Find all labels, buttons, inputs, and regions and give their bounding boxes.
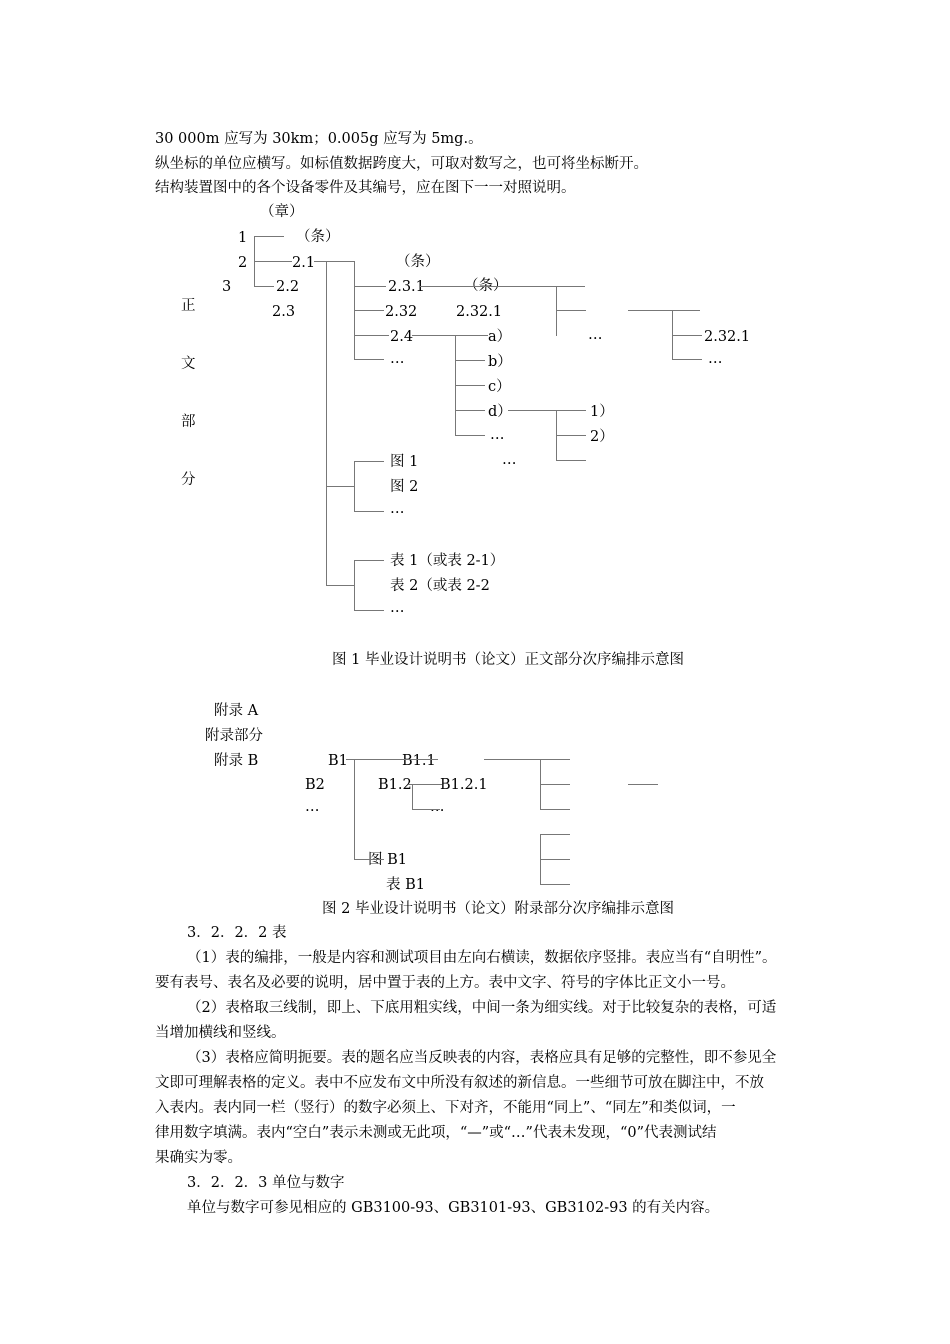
ellipsis-3: … [502, 452, 517, 468]
intro-line-2: 纵坐标的单位应横写。如标值数据跨度大，可取对数写之，也可将坐标断开。 [155, 156, 648, 172]
paragraph-2-line-2: 当增加横线和竖线。 [155, 1025, 286, 1041]
item-a: a） [488, 329, 512, 345]
ellipsis-6: … [390, 501, 405, 517]
section-2-32: 2.32 [385, 304, 418, 320]
connector [455, 410, 485, 411]
connector [326, 585, 354, 586]
chapter-1: 1 [238, 230, 248, 246]
section-2-3: 2.3 [272, 304, 296, 320]
figure-2-caption: 图 2 毕业设计说明书（论文）附录部分次序编排示意图 [322, 901, 674, 917]
ellipsis-1: … [390, 351, 405, 367]
connector [354, 859, 384, 860]
connector [556, 460, 586, 461]
connector [326, 486, 354, 487]
connector [484, 759, 570, 760]
item-1: 1） [590, 404, 614, 420]
section-2-4: 2.4 [390, 329, 414, 345]
connector [254, 261, 292, 262]
section-2-1: 2.1 [292, 255, 316, 271]
connector [314, 261, 354, 262]
connector [354, 610, 384, 611]
table-b1: 表 B1 [386, 877, 425, 893]
side-label-3: 部 [181, 414, 196, 430]
item-d: d） [488, 404, 512, 420]
item-2: 2） [590, 429, 614, 445]
connector [556, 310, 586, 311]
section-2-3-1: 2.3.1 [388, 279, 425, 295]
paragraph-1-line-2: 要有表号、表名及必要的说明，居中置于表的上方。表中文字、符号的字体比正文小一号。 [155, 975, 735, 991]
ellipsis-2: … [490, 427, 505, 443]
connector [455, 435, 485, 436]
connector [540, 884, 570, 885]
paragraph-3-line-3: 入表内。表内同一栏（竖行）的数字必须上、下对齐，不能用“同上”、“同左”和类似词，一 [155, 1100, 736, 1116]
paragraph-3-line-2: 文即可理解表格的定义。表中不应发布文中所没有叙述的新信息。一些细节可放在脚注中，不放 [155, 1075, 764, 1091]
connector [354, 511, 384, 512]
label-tiao-3: （条） [464, 278, 508, 294]
figure-item-1: 图 1 [390, 454, 419, 470]
connector [540, 809, 570, 810]
connector [628, 310, 700, 311]
ellipsis-5: … [708, 351, 723, 367]
label-b2: B2 [305, 777, 325, 793]
connector [412, 809, 440, 810]
item-c: c） [488, 379, 511, 395]
connector [412, 784, 413, 809]
intro-line-1: 30 000m 应写为 30km；0.005g 应写为 5mg.。 [155, 131, 483, 147]
item-b: b） [488, 354, 512, 370]
side-label-4: 分 [181, 472, 196, 488]
label-b1: B1 [328, 753, 348, 769]
connector [354, 759, 355, 859]
appendix-b: 附录 B [214, 753, 259, 769]
section-2-32-1-b: 2.32.1 [704, 329, 751, 345]
connector [354, 359, 384, 360]
side-label-1: 正 [181, 298, 196, 314]
label-tiao-1: （条） [296, 229, 340, 245]
paragraph-3-line-5: 果确实为零。 [155, 1150, 242, 1166]
section-heading-units: 3．2．2．3 单位与数字 [187, 1175, 345, 1191]
appendix-part: 附录部分 [205, 728, 263, 744]
label-zhang: （章） [260, 204, 304, 220]
section-2-32-1: 2.32.1 [456, 304, 503, 320]
connector [354, 560, 384, 561]
connector [540, 834, 570, 835]
label-b1-2-1: B1.2.1 [440, 777, 488, 793]
section-2-2: 2.2 [276, 279, 300, 295]
figure-b1: 图 B1 [368, 852, 407, 868]
connector [556, 286, 557, 336]
connector [354, 335, 389, 336]
ellipsis-b: … [305, 799, 320, 815]
connector [420, 286, 585, 287]
ellipsis-7: … [390, 600, 405, 616]
connector [326, 261, 327, 586]
connector [508, 410, 586, 411]
connector [346, 759, 438, 760]
paragraph-4: 单位与数字可参见相应的 GB3100-93、GB3101-93、GB3102-93 的有关内容。 [187, 1200, 720, 1216]
table-item-1: 表 1（或表 2-1） [390, 553, 505, 569]
connector [254, 286, 274, 287]
connector [556, 435, 586, 436]
connector [254, 236, 284, 237]
connector [540, 859, 570, 860]
connector [672, 335, 702, 336]
table-item-2: 表 2（或表 2-2 [390, 578, 490, 594]
label-b1-1: B1.1 [402, 753, 436, 769]
side-label-2: 文 [181, 356, 196, 372]
connector [354, 310, 384, 311]
connector [408, 784, 442, 785]
paragraph-3-line-4: 律用数字填满。表内“空白”表示未测或无此项，“—”或“…”代表未发现，“0”代表测试结 [155, 1125, 717, 1141]
ellipsis-b12: … [430, 799, 445, 815]
intro-line-3: 结构装置图中的各个设备零件及其编号，应在图下一一对照说明。 [155, 180, 576, 196]
connector [628, 784, 658, 785]
connector [354, 286, 386, 287]
paragraph-3-line-1: （3）表格应简明扼要。表的题名应当反映表的内容，表格应具有足够的完整性，即不参见全 [187, 1050, 777, 1066]
figure-1-caption: 图 1 毕业设计说明书（论文）正文部分次序编排示意图 [332, 652, 684, 668]
chapter-2: 2 [238, 255, 248, 271]
paragraph-2-line-1: （2）表格取三线制，即上、下底用粗实线，中间一条为细实线。对于比较复杂的表格，可适 [187, 1000, 777, 1016]
paragraph-1-line-1: （1）表的编排，一般是内容和测试项目由左向右横读，数据依序竖排。表应当有“自明性”。 [187, 950, 777, 966]
connector [455, 385, 485, 386]
connector [672, 359, 702, 360]
section-heading-table: 3．2．2．2 表 [187, 925, 287, 941]
chapter-3: 3 [222, 279, 232, 295]
ellipsis-4: … [588, 327, 603, 343]
connector [412, 335, 488, 336]
connector [455, 360, 485, 361]
connector [354, 461, 384, 462]
connector [540, 784, 570, 785]
connector [354, 560, 355, 610]
figure-item-2: 图 2 [390, 479, 419, 495]
appendix-a: 附录 A [214, 703, 259, 719]
label-tiao-2: （条） [396, 254, 440, 270]
label-b1-2: B1.2 [378, 777, 412, 793]
connector [354, 461, 355, 511]
